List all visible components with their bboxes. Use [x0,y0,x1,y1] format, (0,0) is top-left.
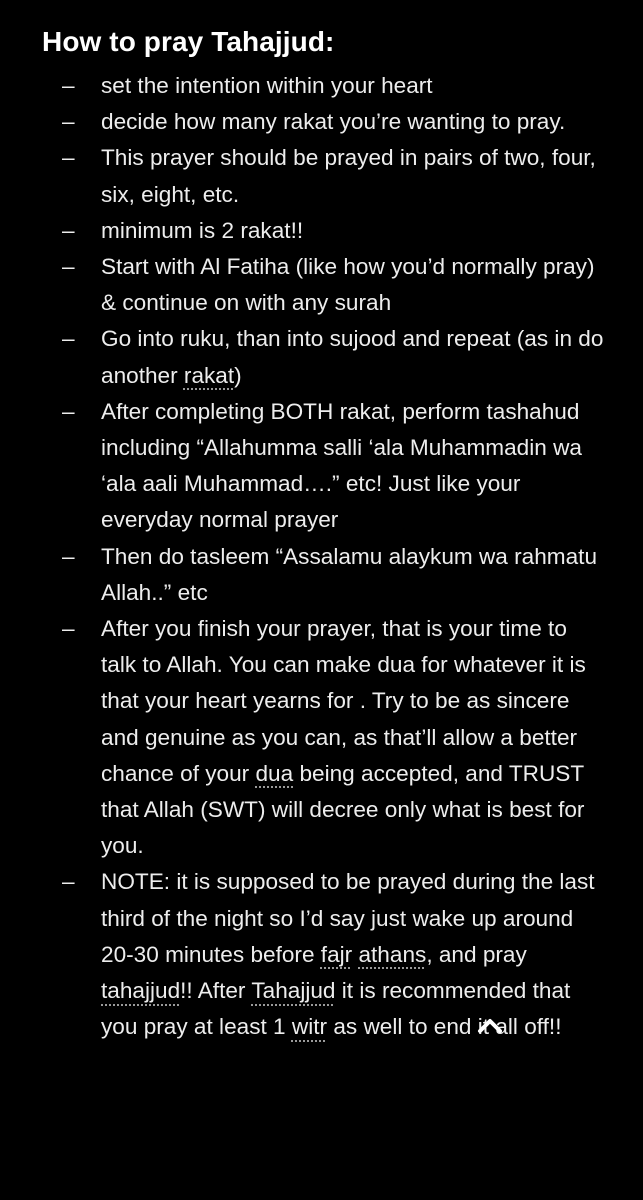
item-text: , and pray [426,941,527,967]
item-text: After completing BOTH rakat, perform tashahud including “Allahumma salli ‘ala Muhammadin wa ‘ala aali Muhammad….” etc! Just like your everyday normal prayer [101,398,582,533]
item-text: !! After [180,978,252,1004]
list-item [0,140,643,212]
misspelled-word[interactable]: dua [255,760,294,786]
list-item [0,611,643,864]
item-text: Then do tasleem “Assalamu alaykum wa rahmatu Allah..” etc [101,543,598,605]
bullet-list [0,68,643,1045]
bullet-dash: – [62,145,75,171]
item-text: t all off!! [482,1014,562,1040]
list-item [0,394,643,539]
list-item [0,864,643,1045]
misspelled-word[interactable]: tahajjud [101,978,181,1004]
list-item [0,539,643,611]
list-item [0,104,643,140]
item-text: decide how many rakat you’re wanting to pray. [101,109,566,135]
item-text: set the intention within your heart [101,73,433,98]
list-item [0,213,643,249]
item-text: NOTE: it is supposed to be prayed during the last third of the night so I’d say just wake up around 20-30 minutes before [101,869,595,967]
bullet-dash: – [62,398,75,424]
misspelled-word[interactable]: fajr [320,941,353,967]
bullet-dash: – [62,73,75,98]
list-item [0,68,643,104]
misspelled-word[interactable]: rakat [183,362,235,388]
item-text: This prayer should be prayed in pairs of two, four, six, eight, etc. [101,145,596,207]
bullet-dash: – [62,254,75,280]
item-text: minimum is 2 rakat!! [101,217,304,243]
item-text: Go into ruku, than into sujood and repeat (as in do another [101,326,604,388]
item-text: being accepted, and TRUST that Allah (SWT) will decree only what is best for you. [101,760,585,859]
list-item [0,321,643,393]
bullet-dash: – [62,217,75,243]
misspelled-word[interactable]: athans [358,941,427,967]
bullet-dash: – [62,869,75,895]
bullet-dash: – [62,616,75,642]
bullet-dash: – [62,543,75,569]
item-text: After you finish your prayer, that is your time to talk to Allah. You can make dua for whatever it is that your heart yearns for . Try to be as sincere and genuine as you can, as that’ll allow a better chance of your [101,616,586,786]
note-title: How to pray Tahajjud: [42,26,335,57]
item-text: ) [234,362,242,388]
misspelled-word[interactable]: Tahajjud [251,978,336,1004]
note-body[interactable] [0,22,643,1045]
bullet-dash: – [62,109,75,135]
list-item [0,249,643,321]
item-text: Start with Al Fatiha (like how you’d normally pray) & continue on with any surah [101,254,595,316]
item-text: as well to end i [327,1014,483,1040]
item-text: it is recommended that you pray at least 1 [101,978,571,1040]
misspelled-word[interactable]: witr [291,1014,328,1040]
bullet-dash: – [62,326,75,352]
